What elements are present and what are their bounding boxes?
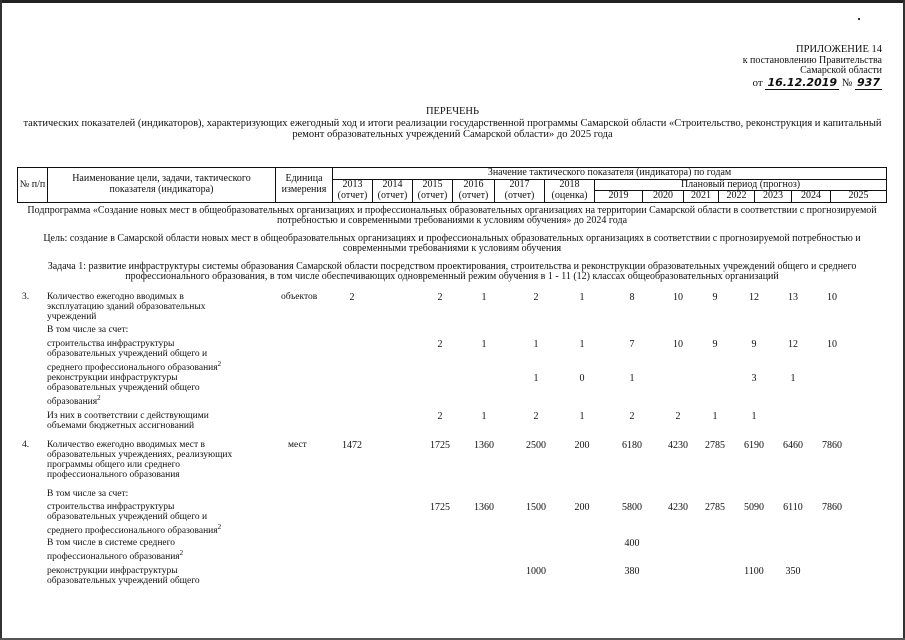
r4-value: 6190: [744, 440, 764, 451]
header-year-2022: 2022: [719, 191, 755, 203]
indicators-table: [17, 167, 887, 284]
header-year-2021: 2021: [684, 191, 719, 203]
r3a-value: 1: [579, 339, 585, 350]
r3c-value: 1: [712, 411, 718, 422]
header-year-2014: 2014 (отчет): [373, 179, 413, 202]
row-4c-name: реконструкции инфраструктуры образовательных учреждений общего: [47, 566, 200, 586]
r3-value: 10: [673, 292, 683, 303]
r3a-value: 12: [788, 339, 798, 350]
appendix-date: 16.12.2019: [767, 75, 838, 89]
r3-value: 12: [749, 292, 759, 303]
r3-value: 1: [481, 292, 487, 303]
header-year-2018: 2018 (оценка): [545, 179, 595, 202]
r3-value: 13: [788, 292, 798, 303]
row-4-unit: мест: [288, 440, 307, 450]
header-year-2023: 2023: [755, 191, 792, 203]
r3a-value: 10: [827, 339, 837, 350]
r3c-value: 1: [579, 411, 585, 422]
r4a-value: 5800: [622, 502, 642, 513]
row-3-unit: объектов: [281, 292, 318, 302]
r3c-value: 2: [675, 411, 681, 422]
r3a-value: 9: [712, 339, 718, 350]
r4a-value: 6110: [783, 502, 803, 513]
r4-value: 4230: [668, 440, 688, 451]
appendix-line-2: Самарской области: [800, 65, 882, 76]
r4a-value: 1500: [526, 502, 546, 513]
header-year-2024: 2024: [792, 191, 831, 203]
r3a-value: 1: [533, 339, 539, 350]
r3a-value: 10: [673, 339, 683, 350]
header-year-2020: 2020: [643, 191, 684, 203]
r3a-value: 7: [629, 339, 635, 350]
r4-value: 1360: [474, 440, 494, 451]
r3c-value: 2: [533, 411, 539, 422]
r4a-value: 2785: [705, 502, 725, 513]
row-4-included-label: В том числе за счет:: [47, 489, 129, 499]
header-year-2013: 2013 (отчет): [333, 179, 373, 202]
r3-value: 2: [349, 292, 355, 303]
r3c-value: 1: [751, 411, 757, 422]
header-year-2017: 2017 (отчет): [495, 179, 545, 202]
r4-value: 6460: [783, 440, 803, 451]
title-heading: ПЕРЕЧЕНЬ: [425, 106, 480, 117]
r4a-value: 1360: [474, 502, 494, 513]
row-4b-name: В том числе в системе среднего профессионального образования$^2$: [47, 538, 184, 563]
row-3-num: 3.: [22, 292, 30, 302]
r4-value: 2500: [526, 440, 546, 451]
appendix-title: ПРИЛОЖЕНИЕ 14: [796, 44, 882, 55]
r3c-value: 2: [437, 411, 443, 422]
header-values-title: Значение тактического показателя (индикатора) по годам: [333, 168, 887, 180]
header-unit: Единица измерения: [276, 168, 333, 203]
scan-speck: [858, 18, 860, 20]
r3-value: 9: [712, 292, 718, 303]
r4-value: 7860: [822, 440, 842, 451]
r4c-value: 1100: [744, 566, 764, 577]
r3-value: 2: [533, 292, 539, 303]
row-4-num: 4.: [22, 440, 30, 450]
row-3c-name: Из них в соответствии с действующими объемами бюджетных ассигнований: [47, 411, 209, 431]
r4-value: 200: [574, 440, 590, 451]
r3c-value: 1: [481, 411, 487, 422]
r3a-value: 1: [481, 339, 487, 350]
header-year-2016: 2016 (отчет): [453, 179, 495, 202]
row-3b-name: реконструкции инфраструктуры образовательных учреждений общего образования$^2$: [47, 373, 200, 408]
r4-value: 1472: [342, 440, 362, 451]
r4-value: 6180: [622, 440, 642, 451]
scan-border-top: [0, 0, 905, 3]
appendix-block: [700, 45, 882, 88]
r3-value: 10: [827, 292, 837, 303]
r3a-value: 2: [437, 339, 443, 350]
r4c-value: 1000: [526, 566, 546, 577]
appendix-number: 937: [857, 75, 880, 89]
r3b-value: 1: [790, 373, 796, 384]
r3b-value: 3: [751, 373, 757, 384]
scan-border-left: [0, 0, 2, 640]
r3c-value: 2: [629, 411, 635, 422]
appendix-number-label: №: [841, 76, 853, 89]
title-line-2: ремонт образовательных учреждений Самарской области» до 2025 года: [292, 129, 613, 140]
r3b-value: 0: [579, 373, 585, 384]
r3-value: 2: [437, 292, 443, 303]
header-num: № п/п: [18, 168, 48, 203]
r4-value: 2785: [705, 440, 725, 451]
r4a-value: 200: [574, 502, 590, 513]
r3-value: 8: [629, 292, 635, 303]
r4a-value: 1725: [430, 502, 450, 513]
r3b-value: 1: [629, 373, 635, 384]
r4c-value: 380: [624, 566, 640, 577]
r4-value: 1725: [430, 440, 450, 451]
goal-row: Цель: создание в Самарской области новых мест в общеобразовательных организациях и профессиональных образовательных организациях в соответствии с прогнозируемой потребностью и современными требованиями к условиям обучения: [43, 232, 861, 254]
header-planned-title: Плановый период (прогноз): [595, 179, 887, 191]
row-4-name: Количество ежегодно вводимых мест в образовательных учреждениях, реализующих программы общего или среднего профессионального образования: [47, 440, 233, 480]
header-year-2019: 2019: [595, 191, 643, 203]
document-title: [20, 106, 885, 141]
r4a-value: 4230: [668, 502, 688, 513]
r4c-value: 350: [785, 566, 801, 577]
task-row: Задача 1: развитие инфраструктуры системы образования Самарской области посредством проектирования, строительства и реконструкции образовательных учреждений общего и среднего профессионального образования, в том числе обеспечивающих одновременный режим обучения в 1 - 11 (12) классах общеобразовательных организаций: [47, 260, 857, 282]
header-year-2015: 2015 (отчет): [413, 179, 453, 202]
appendix-date-prefix: от: [752, 76, 763, 89]
r3-value: 1: [579, 292, 585, 303]
row-4a-name: строительства инфраструктуры образовательных учреждений общего и среднего профессионального образования$^2$: [47, 502, 222, 537]
row-3-name: Количество ежегодно вводимых в эксплуатацию зданий образовательных учреждений: [47, 292, 206, 322]
header-year-2025: 2025: [831, 191, 887, 203]
appendix-line-1: к постановлению Правительства: [742, 54, 882, 66]
subprogram-row: Подпрограмма «Создание новых мест в общеобразовательных организациях и профессиональных образовательных организациях на территории Самарской области в соответствии с прогнозируемой потребностью и современными требованиями к условиям обучения» до 2024 года: [27, 204, 877, 226]
row-3-included-label: В том числе за счет:: [47, 325, 129, 335]
header-name: Наименование цели, задачи, тактического показателя (индикатора): [48, 168, 276, 203]
row-3a-name: строительства инфраструктуры образовательных учреждений общего и среднего профессионального образования$^2$: [47, 339, 222, 374]
r4b-value: 400: [624, 538, 640, 549]
r3a-value: 9: [751, 339, 757, 350]
title-line-1: тактических показателей (индикаторов), характеризующих ежегодный ход и итоги реализации государственной программы Самарской области «Строительство, реконструкция и капитальный: [23, 117, 882, 129]
r4a-value: 5090: [744, 502, 764, 513]
r4a-value: 7860: [822, 502, 842, 513]
appendix-signature-line: [700, 75, 882, 89]
r3b-value: 1: [533, 373, 539, 384]
